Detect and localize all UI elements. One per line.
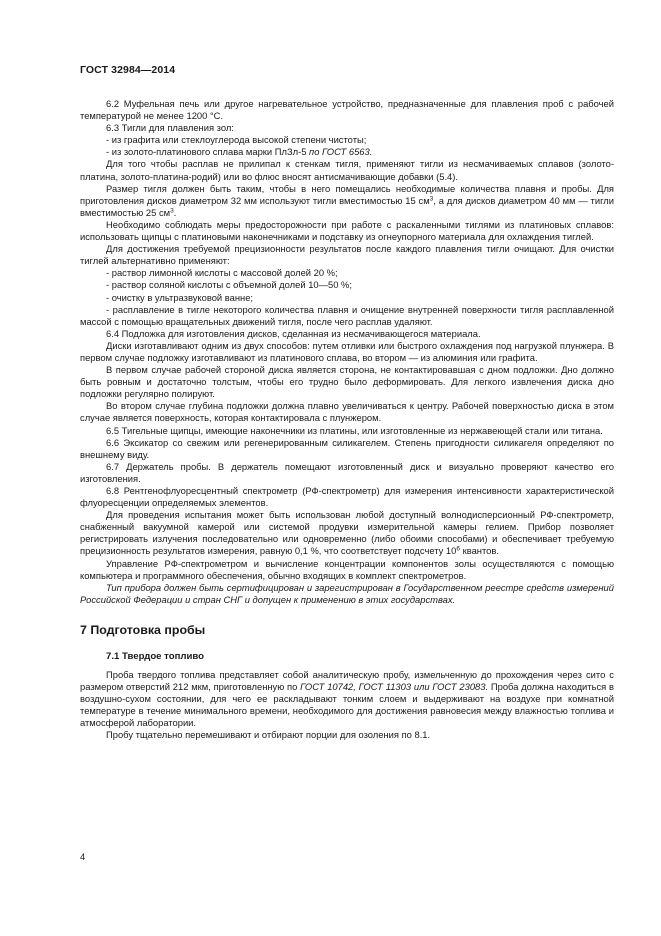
paragraph-6-3: 6.3 Тигли для плавления зол: (106, 122, 234, 134)
page-number: 4 (80, 851, 86, 862)
superscript-cm3-a: 3 (429, 195, 434, 203)
paragraph-discs-methods: Диски изготавливают одним из двух способов: путем отливки или быстрого охлаждения под нагрузкой плунжера. В первом случае подложку изготавливают из платинового сплава, во втором — из алюминия или графита. (80, 339, 614, 363)
document-header: ГОСТ 32984—2014 (80, 64, 176, 76)
paragraph-6-4: 6.4 Подложка для изготовления дисков, сделанная из несмачивающегося материала. (106, 327, 481, 339)
paragraph-non-wetting: Для того чтобы расплав не прилипал к стенкам тигля, применяют тигли из несмачиваемых сплавов (золото-платина, золото-платина-родий) или во флюс вносят антисмачивающие добавки (5.4). (80, 158, 614, 182)
paragraph-6-6: 6.6 Эксикатор со свежим или регенерированным силикагелем. Степень пригодности силикагеля определяют по внешнему виду. (80, 436, 614, 460)
superscript-quanta-power: 6 (456, 545, 460, 553)
list-item-hydrochloric-acid: - раствор соляной кислоты с объемной долей 10—50 %; (106, 279, 352, 291)
paragraph-6-2: 6.2 Муфельная печь или другое нагревательное устройство, предназначенные для плавления проб с рабочей температурой не менее 1200 °С. (80, 98, 614, 122)
paragraph-6-8: 6.8 Рентгенофлуоресцентный спектрометр (РФ-спектрометр) для измерения интенсивности характеристической флуоресценции определяемых элементов. (80, 485, 614, 509)
subsection-7-1-heading: 7.1 Твердое топливо (106, 650, 205, 662)
paragraph-mixing: Пробу тщательно перемешивают и отбирают порции для озоления по 8.1. (106, 729, 431, 741)
paragraph-6-7: 6.7 Держатель пробы. В держатель помещают изготовленный диск и визуально проверяют качество его изготовления. (80, 460, 614, 484)
paragraph-cleaning: Для достижения требуемой прецизионности результатов после каждого плавления тигли очищают. Для очистки тиглей альтернативно применяют: (80, 243, 614, 267)
gost-references: ГОСТ 10742, ГОСТ 11303 или ГОСТ 23083. (300, 681, 489, 693)
gost-6563-reference: по ГОСТ 6563. (309, 146, 373, 158)
paragraph-spectrometer (80, 509, 614, 557)
paragraph-certification: Тип прибора должен быть сертифицирован и зарегистрирован в Государственном реестре средств измерений Российской Федерации и стран СНГ и допущен к применению в этих государствах. (80, 581, 614, 605)
section-7-heading: 7 Подготовка пробы (80, 622, 206, 637)
paragraph-precautions: Необходимо соблюдать меры предосторожности при работе с раскаленными тиглями из платиновых сплавов: использовать щипцы с платиновыми наконечниками и подставку из огнеупорного материала для охлаждения тиглей. (80, 218, 614, 243)
superscript-cm3-b: 3 (170, 207, 174, 215)
paragraph-first-case: В первом случае рабочей стороной диска является сторона, не контактировавшая с дном подложки. Дно должно быть ровным и достаточно толстым, чтобы его трудно было деформировать. Для легкого извлечения диска дно подложки регулярно полируют. (80, 364, 614, 400)
list-item-citric-acid: - раствор лимонной кислоты с массовой долей 20 %; (106, 267, 338, 279)
spectrometer-text-b: квантов. (459, 545, 499, 557)
paragraph-second-case: Во втором случае глубина подложки должна плавно увеличиваться к центру. Рабочей поверхностью диска в этом случае является поверхность, которая контактировала с плунжером. (80, 400, 614, 424)
solid-fuel-text-a: Проба твердого топлива представляет собой аналитическую пробу, измельченную до прохождения через сито с размером отверстий 212 мкм, приготовленную по (80, 668, 614, 693)
paragraph-solid-fuel (80, 669, 614, 729)
document-body (80, 98, 614, 742)
crucible-size-text-a: Размер тигля должен быть таким, чтобы в него помещались необходимые количества плавня и пробы. Для приготовления дисков диаметром 32 мм используют тигли вместимостью 15 см (80, 182, 614, 206)
spectrometer-text-a: Для проведения испытания может быть использован любой доступный волнодисперсионный РФ-спектрометр, снабженный вакуумной камерой или системой продувки измерительной камеры гелием. Прибор позволяет регистрировать излучения последовательно или одновременно (либо обоими способами) и обеспечивает требуемую прецизионность результатов измерения, равную 0,1 %, что соответствует подсчету 10 (80, 509, 614, 557)
crucible-size-text-b: , а для дисков диаметром 40 мм — тигли вместимостью 25 см (80, 194, 614, 218)
paragraph-crucible-size (80, 183, 614, 219)
list-item-melting-flux: - расплавление в тигле некоторого количества плавня и очищение внутренней поверхности тигля расплавленной массой с помощью вращательных движений тигля, после чего расплав удаляют. (80, 303, 614, 327)
list-item-gold-platinum (80, 146, 614, 158)
list-item-graphite: - из графита или стеклоуглерода высокой степени чистоты; (106, 134, 367, 146)
list-item-ultrasonic: - очистку в ультразвуковой ванне; (106, 291, 254, 303)
crucible-size-text-c: . (173, 206, 177, 218)
paragraph-6-5: 6.5 Тигельные щипцы, имеющие наконечники из платины, или изготовленные из нержавеющей стали или титана. (106, 424, 603, 436)
paragraph-control: Управление РФ-спектрометром и вычисление концентрации компонентов золы осуществляются с помощью компьютера и программного обеспечения, обычно входящих в комплект спектрометров. (80, 557, 614, 581)
solid-fuel-text-b: Проба должна находиться в воздушно-сухом состоянии, для чего ее раскладывают тонким слоем и выдерживают на воздухе при комнатной температуре в течение минимального времени, необходимого для достижения равновесия между влажностью топлива и атмосферой лаборатории. (80, 681, 614, 729)
list-item-gold-platinum-text: - из золото-платинового сплава марки ПлЗл-5 (106, 146, 307, 158)
